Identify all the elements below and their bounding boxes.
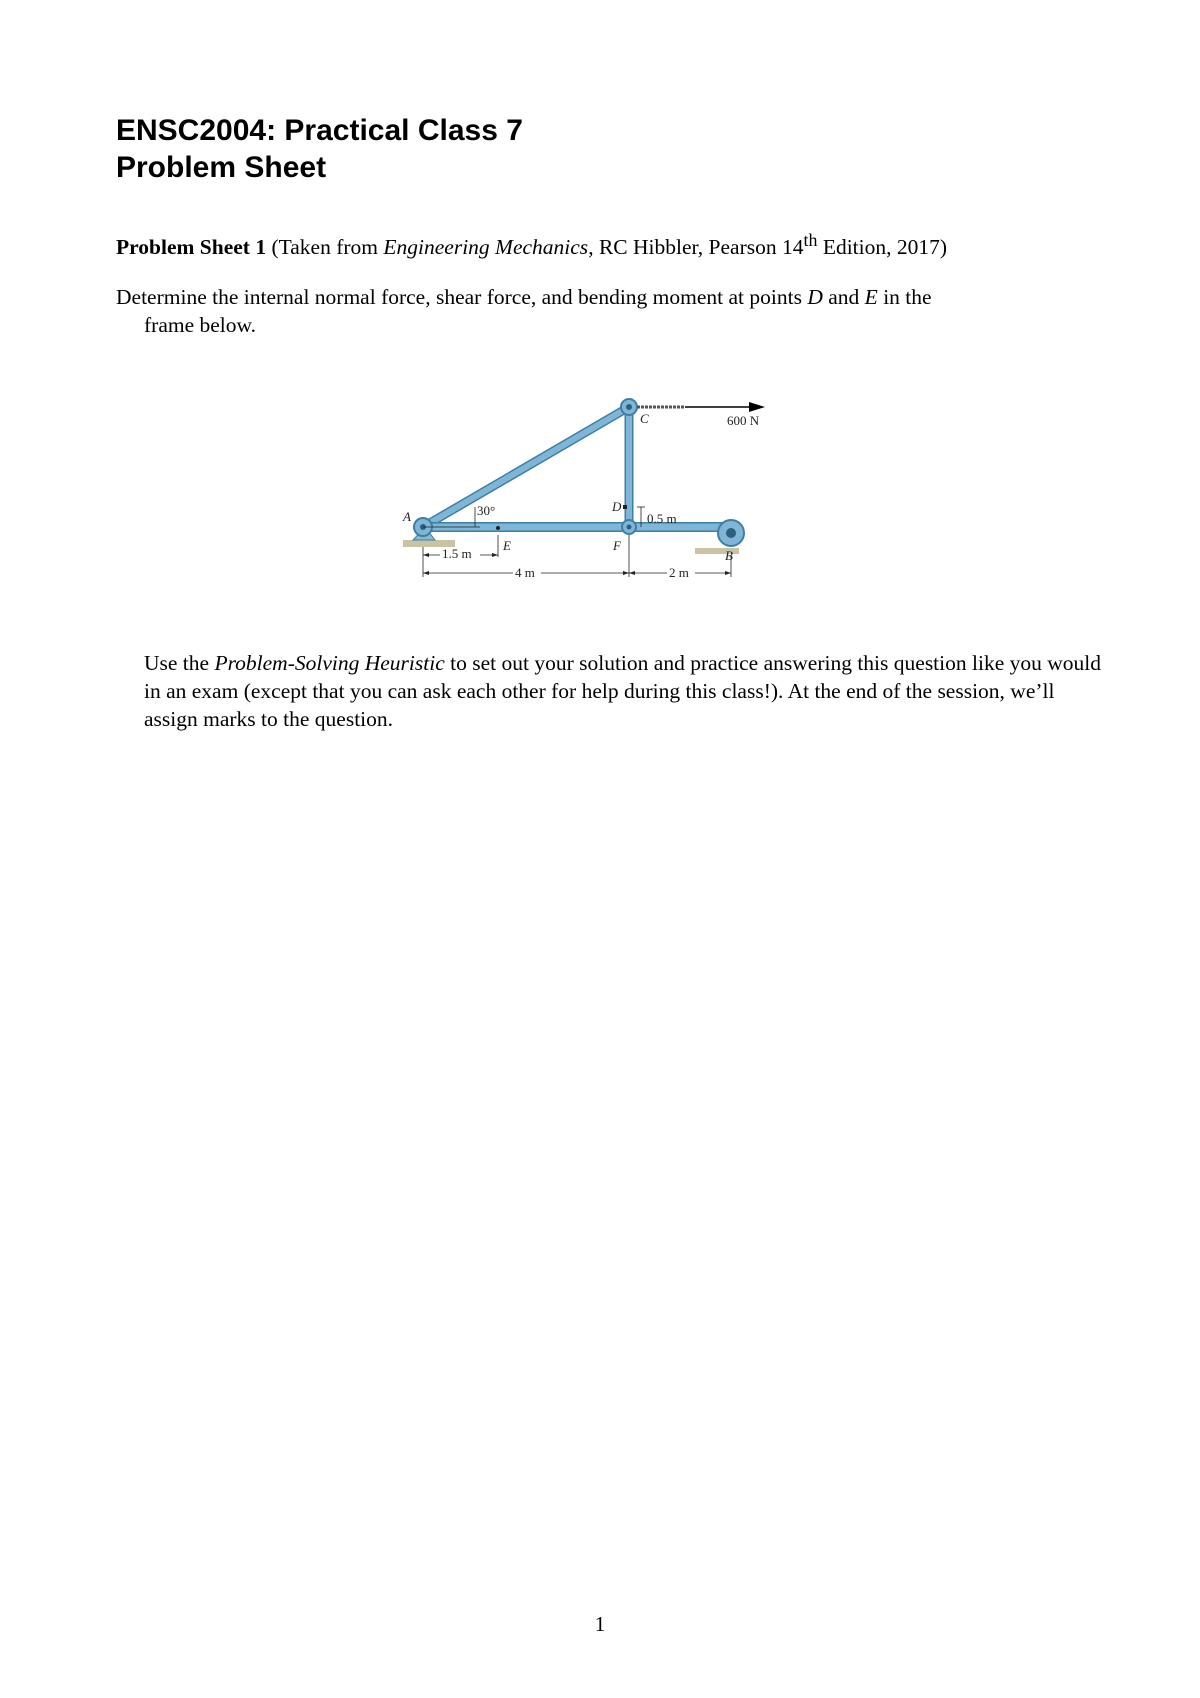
pin-c-center	[626, 404, 632, 410]
dim-af-arrow-left	[423, 571, 429, 575]
label-c: C	[640, 411, 649, 426]
frame-figure	[405, 385, 805, 615]
point-e-marker	[496, 526, 500, 530]
source-text-after: , RC Hibbler, Pearson 14	[588, 235, 804, 260]
question-part-2: in the	[877, 285, 932, 309]
dim-af-arrow-right	[623, 571, 629, 575]
dim-af-label: 4 m	[515, 565, 535, 580]
dim-df-label: 0.5 m	[647, 511, 677, 526]
label-d: D	[612, 499, 622, 514]
label-b: B	[725, 548, 733, 563]
page-number: 1	[594, 1612, 606, 1636]
force-arrow-head	[749, 402, 765, 412]
page-title	[116, 112, 523, 186]
title-line-sheet: Problem Sheet	[116, 151, 327, 184]
point-d-marker	[623, 505, 627, 509]
member-ac	[423, 407, 629, 527]
label-e: E	[503, 538, 511, 553]
title-line-course: ENSC2004: Practical Class 7	[116, 114, 523, 147]
label-f: F	[613, 538, 621, 553]
label-a: A	[403, 509, 411, 524]
point-e-label: E	[864, 285, 878, 309]
edition-superscript: th	[803, 230, 818, 250]
book-title: Engineering Mechanics	[383, 235, 589, 260]
dim-fb-arrow-left	[629, 571, 635, 575]
question-part-1: Determine the internal normal force, shear force, and bending moment at points	[116, 285, 808, 309]
question-line-2: frame below.	[144, 313, 257, 337]
source-line	[116, 226, 947, 261]
problem-label: Problem Sheet 1	[116, 235, 267, 260]
point-d-label: D	[807, 285, 823, 309]
instructions-part-1: Use the	[144, 651, 215, 675]
dim-ae-arrow-left	[423, 553, 429, 557]
roller-b-center	[726, 528, 736, 538]
dim-ae-arrow-right	[492, 553, 498, 557]
dim-fb-label: 2 m	[669, 565, 689, 580]
source-text-before: (Taken from	[266, 235, 384, 260]
instructions-part-2: to set out your solution and practice answering this question like you would in an exam (except that you can ask each other for help during this class!). At the end of the session, we’ll assign marks to the question.	[144, 651, 1101, 731]
heuristic-name: Problem-Solving Heuristic	[214, 651, 445, 675]
dim-fb-arrow-right	[725, 571, 731, 575]
angle-label: 30°	[477, 503, 496, 518]
question-and: and	[822, 285, 865, 309]
dim-ae-label: 1.5 m	[442, 546, 472, 561]
instructions-text	[144, 649, 1104, 733]
question-text	[116, 283, 1076, 339]
frame-diagram	[405, 385, 805, 615]
pin-f-center	[627, 525, 632, 530]
force-label: 600 N	[727, 413, 760, 428]
source-text-end: Edition, 2017)	[817, 235, 948, 260]
